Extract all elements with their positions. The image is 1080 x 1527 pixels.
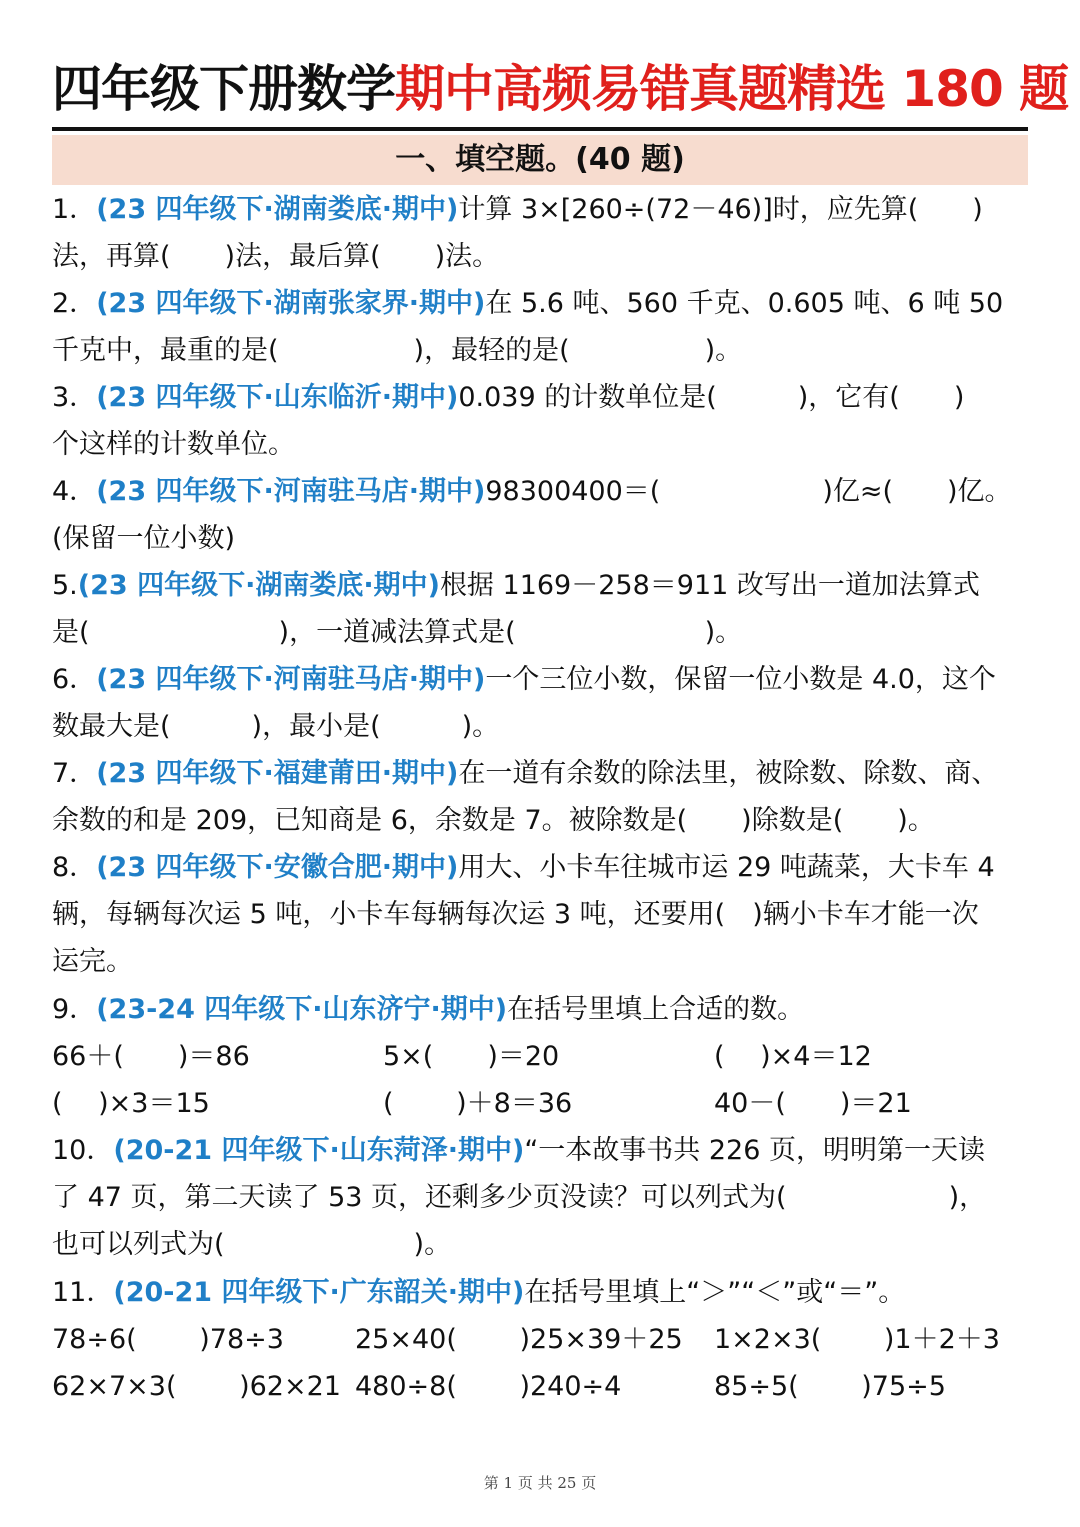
question-7-line-2: 余数的和是 209，已知商是 6，余数是 7。被除数是( )除数是( )。: [52, 805, 935, 836]
question-source: (23 四年级下·福建莆田·期中): [96, 758, 459, 789]
q11-item: 480÷8( )240÷4: [355, 1371, 622, 1402]
q11-item: 85÷5( )75÷5: [714, 1371, 946, 1402]
question-text: “一本故事书共 226 页，明明第一天读: [524, 1135, 985, 1166]
question-source: (20-21 四年级下·广东韶关·期中): [113, 1277, 525, 1308]
question-source: (23-24 四年级下·山东济宁·期中): [96, 994, 508, 1025]
question-source: (23 四年级下·湖南娄底·期中): [77, 570, 440, 601]
question-number: 5.: [52, 570, 78, 601]
question-8-line-2: 辆，每辆每次运 5 吨，小卡车每辆每次运 3 吨，还要用( )辆小卡车才能一次: [52, 899, 979, 930]
question-1-line-2: 法，再算( )法，最后算( )法。: [52, 241, 500, 272]
question-text: 在括号里填上合适的数。: [507, 994, 805, 1025]
question-6-line-2: 数最大是( )，最小是( )。: [52, 711, 500, 742]
title-black-part: 四年级下册数学: [52, 60, 395, 118]
question-10: [52, 1131, 1032, 1171]
section-header: 一、填空题。(40 题): [52, 135, 1028, 185]
question-number: 11．: [52, 1277, 114, 1308]
title-underline: [52, 127, 1028, 131]
question-source: (23 四年级下·河南驻马店·期中): [96, 476, 486, 507]
q9-item: 40－( )＝21: [714, 1088, 912, 1119]
question-number: 3．: [52, 382, 97, 413]
page-footer: 第 1 页 共 25 页: [483, 1474, 597, 1492]
question-1: [52, 190, 1032, 230]
question-text: 用大、小卡车往城市运 29 吨蔬菜，大卡车 4: [458, 852, 995, 883]
question-5: [52, 566, 1032, 606]
question-source: (23 四年级下·安徽合肥·期中): [96, 852, 459, 883]
q9-item: ( )×3＝15: [52, 1088, 210, 1119]
question-6: [52, 660, 1032, 700]
q9-item: ( )＋8＝36: [383, 1088, 573, 1119]
question-3: [52, 378, 1032, 418]
question-9: [52, 990, 1032, 1030]
question-text: 在一道有余数的除法里，被除数、除数、商、: [458, 758, 999, 789]
question-text: 一个三位小数，保留一位小数是 4.0，这个: [485, 664, 996, 695]
q11-item: 78÷6( )78÷3: [52, 1324, 284, 1355]
question-text: 98300400＝( )亿≈( )亿。: [485, 476, 1012, 507]
question-11: [52, 1273, 1032, 1313]
question-source: (20-21 四年级下·山东菏泽·期中): [113, 1135, 525, 1166]
question-5-line-2: 是( )，一道减法算式是( )。: [52, 617, 743, 648]
question-number: 10．: [52, 1135, 114, 1166]
q11-item: 25×40( )25×39＋25: [355, 1324, 683, 1355]
question-7: [52, 754, 1032, 794]
question-number: 9．: [52, 994, 97, 1025]
question-8: [52, 848, 1032, 888]
question-text: 根据 1169－258＝911 改写出一道加法算式: [439, 570, 980, 601]
question-3-line-2: 个这样的计数单位。: [52, 429, 295, 460]
question-10-line-2: 了 47 页，第二天读了 53 页，还剩多少页没读？可以列式为( )，: [52, 1182, 987, 1213]
question-4-line-2: (保留一位小数): [52, 523, 236, 554]
question-source: (23 四年级下·湖南娄底·期中): [96, 194, 459, 225]
question-source: (23 四年级下·河南驻马店·期中): [96, 664, 486, 695]
question-4: [52, 472, 1032, 512]
question-number: 4．: [52, 476, 97, 507]
question-text: 计算 3×[260÷(72－46)]时，应先算( ): [458, 194, 983, 225]
question-text: 0.039 的计数单位是( )，它有( ): [458, 382, 965, 413]
question-number: 6．: [52, 664, 97, 695]
question-number: 8．: [52, 852, 97, 883]
question-2: [52, 284, 1032, 324]
question-2-line-2: 千克中，最重的是( )，最轻的是( )。: [52, 335, 743, 366]
title-red-part: 期中高频易错真题精选 180 题: [395, 60, 1069, 118]
question-number: 7．: [52, 758, 97, 789]
q9-item: 66＋( )＝86: [52, 1041, 250, 1072]
page-title: [52, 58, 1069, 120]
q11-item: 62×7×3( )62×21: [52, 1371, 341, 1402]
q9-item: 5×( )＝20: [383, 1041, 560, 1072]
q9-item: ( )×4＝12: [714, 1041, 872, 1072]
question-number: 1．: [52, 194, 97, 225]
question-10-line-3: 也可以列式为( )。: [52, 1229, 452, 1260]
question-number: 2．: [52, 288, 97, 319]
q11-item: 1×2×3( )1＋2＋3: [714, 1324, 1000, 1355]
question-text: 在括号里填上“＞”“＜”或“＝”。: [524, 1277, 906, 1308]
question-text: 在 5.6 吨、560 千克、0.605 吨、6 吨 50: [485, 288, 1004, 319]
question-source: (23 四年级下·湖南张家界·期中): [96, 288, 486, 319]
question-source: (23 四年级下·山东临沂·期中): [96, 382, 459, 413]
question-8-line-3: 运完。: [52, 946, 133, 977]
